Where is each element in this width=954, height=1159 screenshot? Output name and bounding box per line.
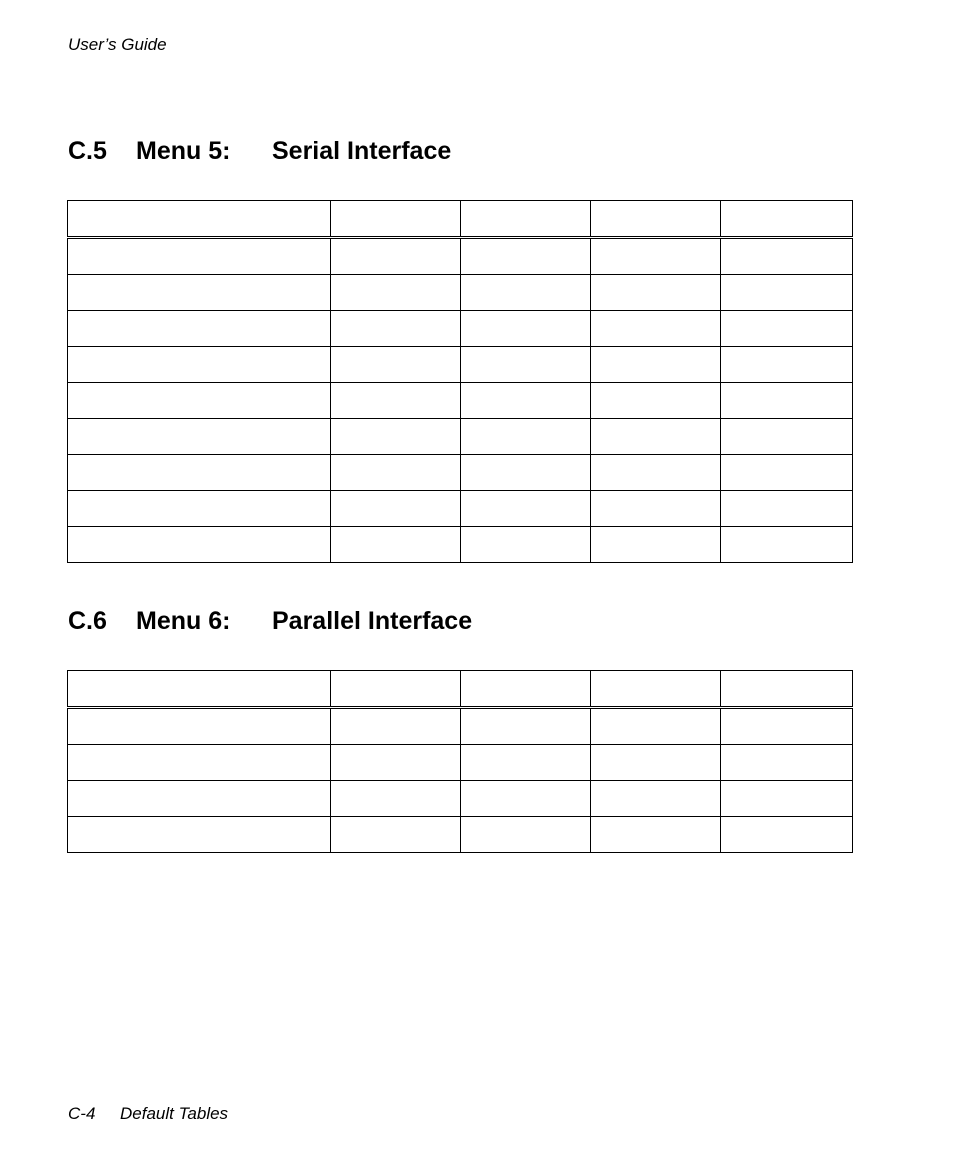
table-header-cell bbox=[68, 671, 331, 708]
table-cell bbox=[461, 238, 591, 275]
table-cell bbox=[331, 455, 461, 491]
table-cell bbox=[591, 419, 721, 455]
table-cell bbox=[591, 311, 721, 347]
table-cell bbox=[461, 347, 591, 383]
parallel-interface-table bbox=[67, 670, 853, 853]
section-heading-c6 bbox=[68, 606, 472, 636]
table-cell bbox=[68, 491, 331, 527]
table-cell bbox=[591, 708, 721, 745]
table-header-cell bbox=[461, 201, 591, 238]
table-cell bbox=[331, 238, 461, 275]
section-menu-label: Menu 5: bbox=[136, 137, 231, 165]
section-title: Serial Interface bbox=[272, 137, 452, 165]
table-cell bbox=[721, 817, 853, 853]
table-cell bbox=[591, 347, 721, 383]
table-cell bbox=[591, 383, 721, 419]
table-cell bbox=[461, 311, 591, 347]
section-heading-c5 bbox=[68, 136, 451, 166]
table-row bbox=[68, 708, 853, 745]
table-cell bbox=[461, 419, 591, 455]
table-cell bbox=[721, 311, 853, 347]
table-row bbox=[68, 275, 853, 311]
table-cell bbox=[331, 708, 461, 745]
table-cell bbox=[591, 455, 721, 491]
serial-interface-table bbox=[67, 200, 853, 563]
table-row bbox=[68, 419, 853, 455]
table-cell bbox=[68, 383, 331, 419]
table-cell bbox=[591, 238, 721, 275]
table-cell bbox=[461, 383, 591, 419]
table-cell bbox=[461, 275, 591, 311]
table-cell bbox=[721, 419, 853, 455]
table-header-cell bbox=[331, 671, 461, 708]
table-cell bbox=[721, 745, 853, 781]
table-cell bbox=[591, 781, 721, 817]
table-cell bbox=[68, 817, 331, 853]
table-cell bbox=[721, 455, 853, 491]
table-row bbox=[68, 527, 853, 563]
table-cell bbox=[461, 745, 591, 781]
table-cell bbox=[461, 527, 591, 563]
table-cell bbox=[721, 491, 853, 527]
table-cell bbox=[721, 527, 853, 563]
table-cell bbox=[68, 311, 331, 347]
table-cell bbox=[68, 347, 331, 383]
table-cell bbox=[461, 817, 591, 853]
running-header: User’s Guide bbox=[68, 35, 167, 54]
table-cell bbox=[721, 347, 853, 383]
section-number: C.5 bbox=[68, 137, 107, 165]
table-cell bbox=[331, 383, 461, 419]
section-menu-label: Menu 6: bbox=[136, 607, 231, 635]
table-header-cell bbox=[721, 671, 853, 708]
table-row bbox=[68, 347, 853, 383]
table-header-cell bbox=[591, 201, 721, 238]
table-cell bbox=[68, 527, 331, 563]
table-row bbox=[68, 311, 853, 347]
table-cell bbox=[331, 275, 461, 311]
table-row bbox=[68, 817, 853, 853]
table-row bbox=[68, 238, 853, 275]
table-cell bbox=[591, 745, 721, 781]
table-cell bbox=[591, 527, 721, 563]
table-cell bbox=[331, 745, 461, 781]
section-title: Parallel Interface bbox=[272, 607, 473, 635]
table-header-cell bbox=[331, 201, 461, 238]
running-footer bbox=[68, 1104, 228, 1124]
table-cell bbox=[721, 781, 853, 817]
table-cell bbox=[721, 383, 853, 419]
table-cell bbox=[461, 708, 591, 745]
table-cell bbox=[721, 275, 853, 311]
table-row bbox=[68, 491, 853, 527]
footer-chapter-title: Default Tables bbox=[120, 1104, 229, 1123]
table-cell bbox=[68, 419, 331, 455]
table-row bbox=[68, 781, 853, 817]
table-header-cell bbox=[591, 671, 721, 708]
table-row bbox=[68, 745, 853, 781]
table-cell bbox=[68, 708, 331, 745]
table-cell bbox=[331, 781, 461, 817]
table-cell bbox=[68, 455, 331, 491]
table-cell bbox=[331, 419, 461, 455]
table-cell bbox=[461, 455, 591, 491]
table-header-cell bbox=[461, 671, 591, 708]
table-cell bbox=[331, 527, 461, 563]
section-number: C.6 bbox=[68, 607, 107, 635]
table-header-cell bbox=[721, 201, 853, 238]
table-cell bbox=[721, 708, 853, 745]
table-cell bbox=[331, 311, 461, 347]
table-cell bbox=[331, 491, 461, 527]
table-cell bbox=[68, 275, 331, 311]
table-cell bbox=[461, 781, 591, 817]
page-number: C-4 bbox=[68, 1104, 96, 1123]
table-header-row bbox=[68, 671, 853, 708]
table-header-row bbox=[68, 201, 853, 238]
table-cell bbox=[721, 238, 853, 275]
table-cell bbox=[331, 347, 461, 383]
table-header-cell bbox=[68, 201, 331, 238]
table-row bbox=[68, 383, 853, 419]
table-cell bbox=[68, 745, 331, 781]
table-cell bbox=[331, 817, 461, 853]
table-cell bbox=[591, 817, 721, 853]
table-row bbox=[68, 455, 853, 491]
table-cell bbox=[68, 238, 331, 275]
table-cell bbox=[461, 491, 591, 527]
table-cell bbox=[68, 781, 331, 817]
table-cell bbox=[591, 275, 721, 311]
table-cell bbox=[591, 491, 721, 527]
